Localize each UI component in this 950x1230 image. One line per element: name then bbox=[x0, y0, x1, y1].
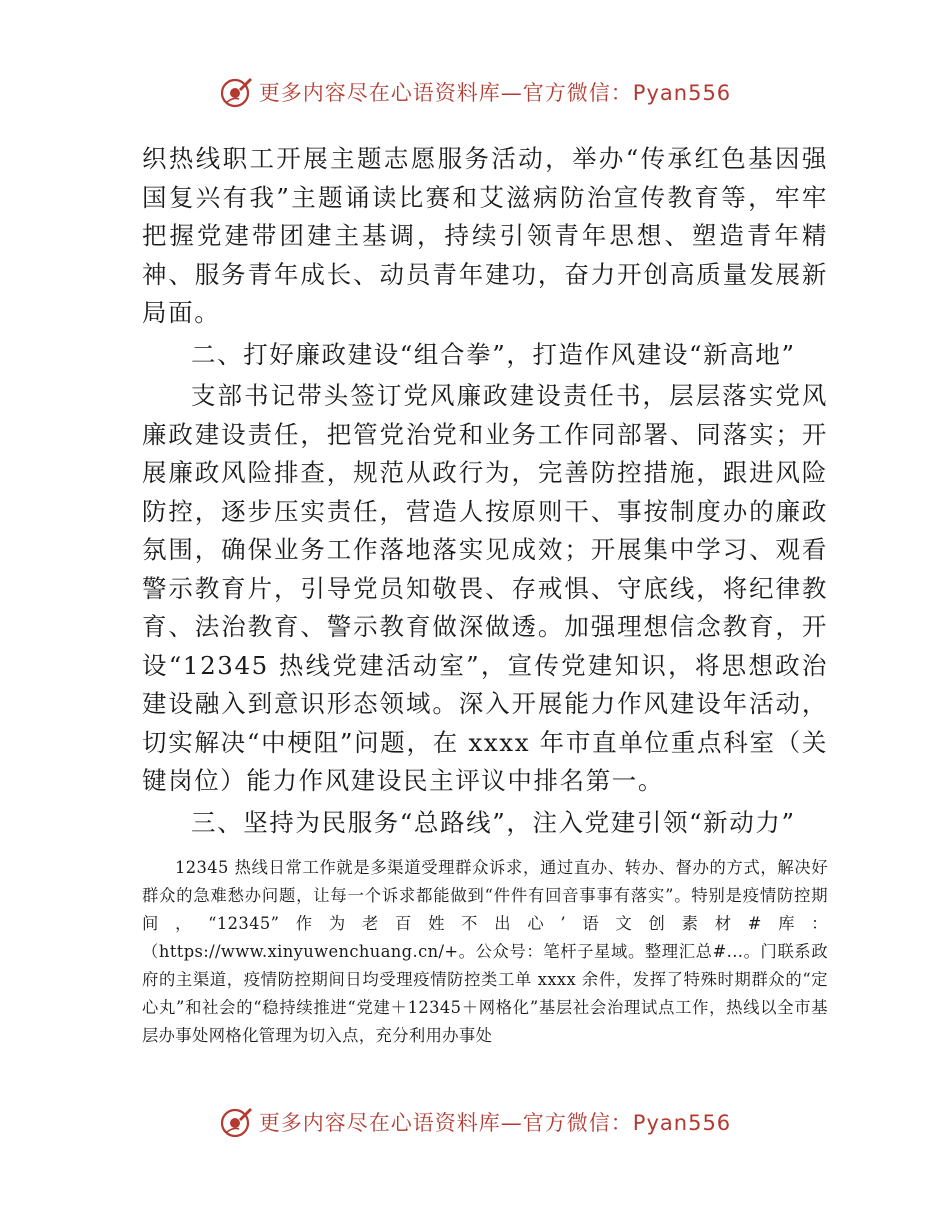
pen-logo-icon bbox=[219, 75, 253, 109]
pen-logo-icon bbox=[219, 1105, 253, 1139]
document-body bbox=[142, 140, 828, 1050]
paragraph-continued: 织热线职工开展主题志愿服务活动，举办“传承红色基因强国复兴有我”主题诵读比赛和艾滋病防治宣传教育等，牢牢把握党建带团建主基调，持续引领青年思想、塑造青年精神、服务青年成长、动员青年建功，奋力开创高质量发展新局面。 bbox=[142, 144, 828, 327]
section-heading-3: 三、坚持为民服务“总路线”，注入党建引领“新动力” bbox=[191, 807, 796, 837]
paragraph-3: 12345 热线日常工作就是多渠道受理群众诉求，通过直办、转办、督办的方式，解决好群众的急难愁办问题，让每一个诉求都能做到“件件有回音事事有落实”。特别是疫情防控期间，“12345”作为老百姓不出心’语文创素材#库：（https://www.xinyuwenchuang.cn/+。公众号：笔杆子星域。整理汇总#...。门联系政府的主渠道，疫情防控期间日均受理疫情防控类工单 xxxx 余件，发挥了特殊时期群众的“定心丸”和社会的“稳持续推进“党建＋12345＋网格化”基层社会治理试点工作，热线以全市基层办事处网格化管理为切入点，充分利用办事处 bbox=[142, 858, 828, 1045]
header-banner bbox=[0, 72, 950, 112]
section-heading-2: 二、打好廉政建设“组合拳”，打造作风建设“新高地” bbox=[191, 339, 796, 369]
paragraph-2: 支部书记带头签订党风廉政建设责任书，层层落实党风廉政建设责任，把管党治党和业务工作同部署、同落实；开展廉政风险排查，规范从政行为，完善防控措施，跟进风险防控，逐步压实责任，营造人按原则干、事按制度办的廉政氛围，确保业务工作落地落实见成效；开展集中学习、观看警示教育片，引导党员知敬畏、存戒惧、守底线，将纪律教育、法治教育、警示教育做深做透。加强理想信念教育，开设“12345 热线党建活动室”，宣传党建知识，将思想政治建设融入到意识形态领域。深入开展能力作风建设年活动，切实解决“中梗阻”问题，在 xxxx 年市直单位重点科室（关键岗位）能力作风建设民主评议中排名第一。 bbox=[142, 381, 828, 795]
header-banner-text: 更多内容尽在心语资料库—官方微信：Pyan556 bbox=[258, 81, 732, 105]
footer-banner bbox=[0, 1102, 950, 1142]
footer-banner-text: 更多内容尽在心语资料库—官方微信：Pyan556 bbox=[258, 1111, 732, 1135]
